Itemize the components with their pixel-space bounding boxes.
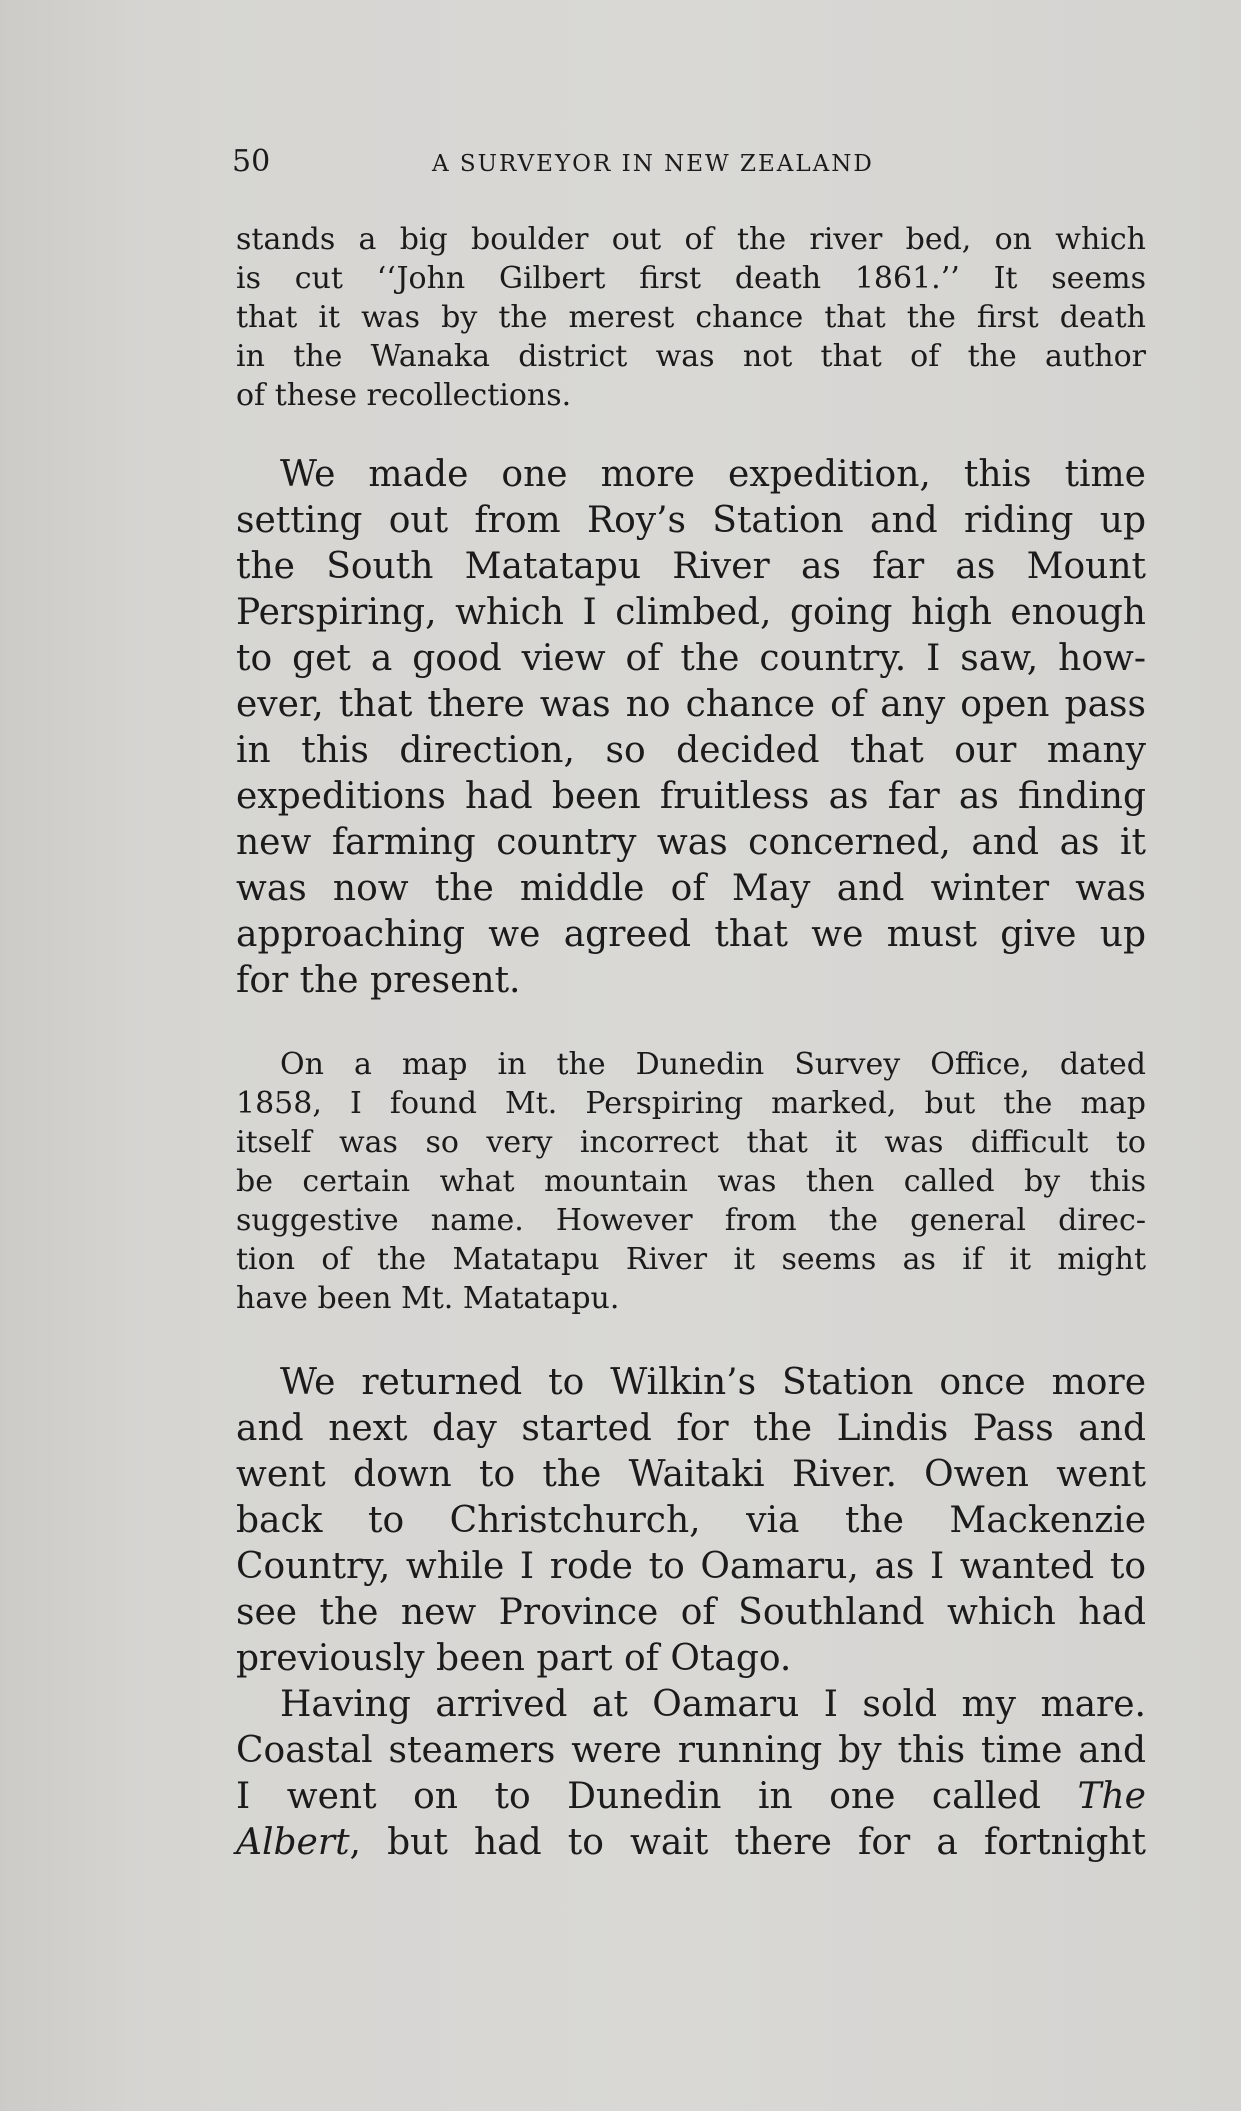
- text-line: 1858, I found Mt. Perspiring marked, but the map: [236, 1086, 1146, 1121]
- text-line: is cut ‘‘John Gilbert first death 1861.’’ It seems: [236, 261, 1146, 296]
- text-line: setting out from Roy’s Station and riding up: [236, 500, 1146, 541]
- text-line: Coastal steamers were running by this time and: [236, 1730, 1146, 1771]
- text-line: have been Mt. Matatapu.: [236, 1281, 620, 1316]
- text-line: [236, 1820, 1146, 1866]
- text-line: expeditions had been fruitless as far as finding: [236, 776, 1146, 817]
- footnote-map: [236, 1045, 1146, 1318]
- paragraph-expedition: [236, 452, 1146, 1004]
- text-line: in the Wanaka district was not that of the author: [236, 339, 1146, 374]
- text-line: went down to the Waitaki River. Owen went: [236, 1454, 1146, 1495]
- page-header: [232, 140, 1152, 184]
- text-line: tion of the Matatapu River it seems as if it might: [236, 1242, 1146, 1277]
- ship-name: Albert: [236, 1822, 350, 1863]
- text-line: Perspiring, which I climbed, going high enough: [236, 592, 1146, 633]
- text-line: for the present.: [236, 960, 521, 1001]
- paragraph-return: [236, 1360, 1146, 1682]
- text-line: approaching we agreed that we must give up: [236, 914, 1146, 955]
- text-fragment: , but had to wait there for a fortnight: [349, 1822, 1146, 1863]
- text-line: that it was by the merest chance that the first death: [236, 300, 1146, 335]
- text-line: Having arrived at Oamaru I sold my mare.: [280, 1684, 1146, 1725]
- text-line: ever, that there was no chance of any open pass: [236, 684, 1146, 725]
- text-line: be certain what mountain was then called by this: [236, 1164, 1146, 1199]
- text-line: was now the middle of May and winter was: [236, 868, 1146, 909]
- text-line: On a map in the Dunedin Survey Office, dated: [280, 1047, 1146, 1082]
- text-fragment: I went on to Dunedin in one called: [236, 1776, 1041, 1817]
- text-line: previously been part of Otago.: [236, 1638, 792, 1679]
- text-line: suggestive name. However from the general direc-: [236, 1203, 1146, 1238]
- running-head: A SURVEYOR IN NEW ZEALAND: [432, 151, 874, 177]
- text-line: of these recollections.: [236, 378, 572, 413]
- text-line: Country, while I rode to Oamaru, as I wanted to: [236, 1546, 1146, 1587]
- paragraph-boulder: [236, 220, 1146, 415]
- text-line: to get a good view of the country. I saw, how-: [236, 638, 1146, 679]
- text-line: We returned to Wilkin’s Station once more: [280, 1362, 1146, 1403]
- page-number: 50: [232, 144, 271, 179]
- text-line: back to Christchurch, via the Mackenzie: [236, 1500, 1146, 1541]
- text-line: [236, 1774, 1146, 1820]
- text-line: the South Matatapu River as far as Mount: [236, 546, 1146, 587]
- text-line: see the new Province of Southland which had: [236, 1592, 1146, 1633]
- text-line: itself was so very incorrect that it was difficult to: [236, 1125, 1146, 1160]
- text-line: stands a big boulder out of the river bed, on which: [236, 222, 1146, 257]
- text-line: in this direction, so decided that our many: [236, 730, 1146, 771]
- text-line: We made one more expedition, this time: [280, 454, 1146, 495]
- paragraph-oamaru: [236, 1682, 1146, 1866]
- text-line: new farming country was concerned, and as it: [236, 822, 1146, 863]
- text-line: and next day started for the Lindis Pass and: [236, 1408, 1146, 1449]
- ship-name: The: [1077, 1776, 1146, 1817]
